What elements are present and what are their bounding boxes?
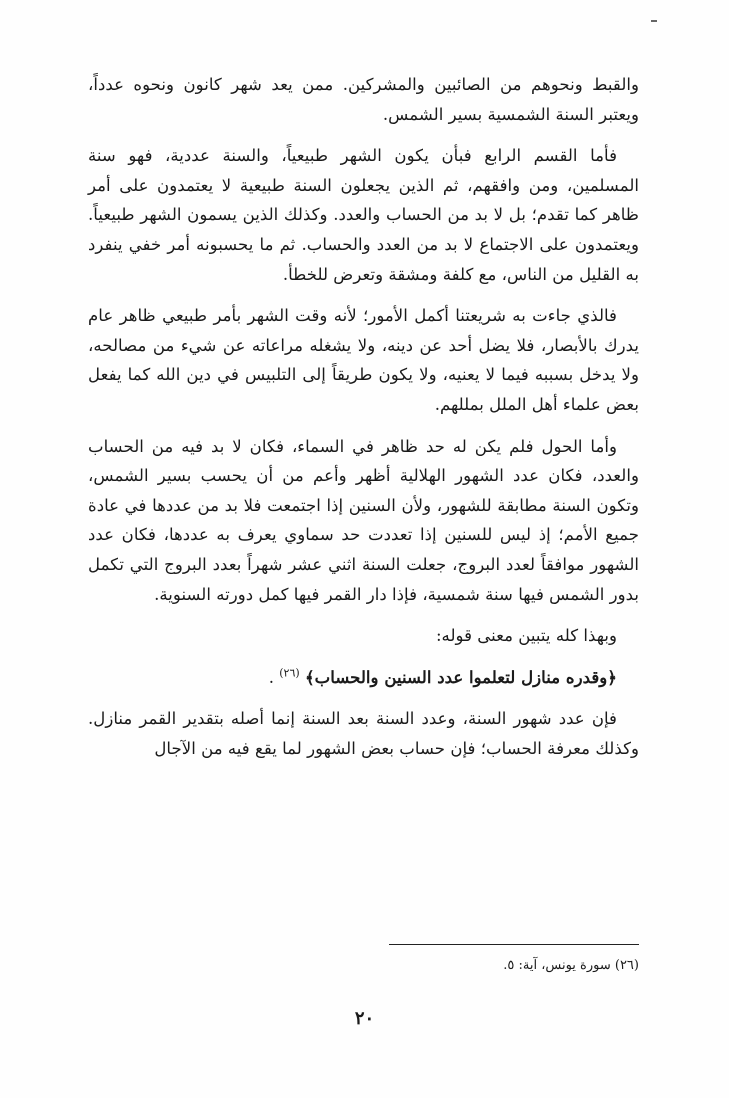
verse-text: ﴿وقدره منازل لتعلموا عدد السنين والحساب﴾ bbox=[304, 666, 617, 687]
footnote: (٢٦) سورة يونس، آية: ٥. bbox=[503, 958, 639, 973]
paragraph: فأما القسم الرابع فبأن يكون الشهر طبيعياً، والسنة عددية، فهو سنة المسلمين، ومن وافقهم، ثم الذين يجعلون السنة طبيعية لا يعتمدون على أمر ظاهر كما تقدم؛ بل لا بد من الحساب والعدد. وكذلك الذين يسمون الشهر طبيعياً. ويعتمدون على الاجتماع لا بد من العدد والحساب. ثم ما يحسبونه أمر خفي ينفرد به القليل من الناس، مع كلفة ومشقة وتعرض للخطأ. bbox=[88, 146, 639, 284]
paragraph: وأما الحول فلم يكن له حد ظاهر في السماء، فكان لا بد فيه من الحساب والعدد، فكان عدد الشهور الهلالية أظهر وأعم من أن يحسب بسير الشمس، وتكون السنة مطابقة للشهور، ولأن السنين إذا اجتمعت فلا بد من عددها في عادة جميع الأمم؛ إذ ليس للسنين إذا تعددت حد سماوي يعرف به عددها، فكان عدد الشهور موافقاً لعدد البروج، جعلت السنة اثني عشر شهراً بعدد البروج التي تكمل بدور الشمس فيها سنة شمسية، فإذا دار القمر فيها كمل دورته السنوية. bbox=[88, 436, 639, 604]
quran-verse bbox=[88, 663, 639, 693]
closing-paragraph: فإن عدد شهور السنة، وعدد السنة بعد السنة إنما أصله بتقدير القمر منازل. وكذلك معرفة الحساب؛ فإن حساب بعض الشهور لما يقع فيه من الآجال bbox=[88, 709, 639, 758]
main-text bbox=[88, 70, 639, 775]
paragraph: فالذي جاءت به شريعتنا أكمل الأمور؛ لأنه وقت الشهر بأمر طبيعي ظاهر عام يدرك بالأبصار، فلا يضل أحد عن دينه، ولا يشغله مراعاته عن شيء من مصالحه، ولا يدخل بسببه فيما لا يعنيه، ولا يكون طريقاً إلى التلبيس في دين الله كما يفعل بعض علماء أهل الملل بمللهم. bbox=[88, 306, 639, 414]
footnote-reference: (٢٦) bbox=[279, 666, 300, 680]
intro-line: وبهذا كله يتبين معنى قوله: bbox=[435, 626, 617, 646]
verse-end: . bbox=[268, 667, 274, 687]
page-number: ٢٠ bbox=[354, 1008, 375, 1029]
footnote-divider bbox=[389, 944, 639, 945]
paragraph: والقبط ونحوهم من الصائبين والمشركين. ممن يعد شهر كانون ونحوه عدداً، ويعتبر السنة الشمسية بسير الشمس. bbox=[88, 75, 639, 124]
corner-mark bbox=[651, 20, 657, 22]
